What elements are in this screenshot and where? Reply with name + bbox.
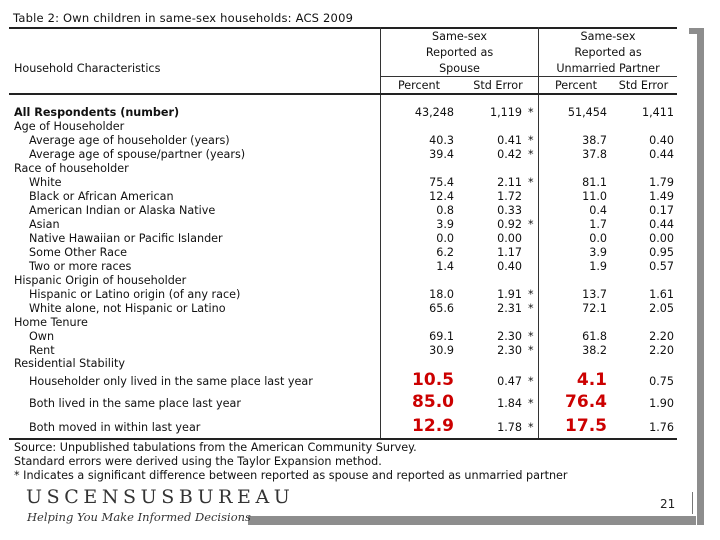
col-divider-2	[538, 27, 539, 438]
partner-percent: 4.1	[576, 370, 607, 390]
row-label: Residential Stability	[14, 357, 125, 370]
spouse-percent: 40.3	[429, 134, 454, 147]
footer-source: Source: Unpublished tabulations from the American Community Survey.	[14, 441, 417, 454]
spouse-percent: 43,248	[414, 106, 454, 119]
brand-tagline: Helping You Make Informed Decisions	[27, 510, 251, 524]
significance-marker: *	[528, 375, 534, 388]
partner-std-error: 0.40	[649, 134, 674, 147]
group1-line3: Spouse	[439, 62, 480, 75]
partner-std-error: 0.44	[649, 148, 674, 161]
header-top-rule	[9, 27, 677, 29]
spouse-std-error: 1.91	[497, 288, 522, 301]
spouse-std-error: 1.72	[497, 190, 522, 203]
significance-marker: *	[528, 148, 534, 161]
row-label: Some Other Race	[29, 246, 128, 259]
partner-percent: 17.5	[565, 416, 607, 436]
significance-marker: *	[528, 330, 534, 343]
percent-header-2: Percent	[554, 79, 598, 92]
row-label: Hispanic or Latino origin (of any race)	[29, 288, 241, 301]
partner-std-error: 2.20	[649, 344, 674, 357]
spouse-percent: 75.4	[429, 176, 454, 189]
partner-percent: 13.7	[582, 288, 607, 301]
row-label: Home Tenure	[14, 316, 88, 329]
significance-marker: *	[528, 302, 534, 315]
row-label: Both lived in the same place last year	[29, 397, 241, 410]
group2-line3: Unmarried Partner	[556, 62, 660, 75]
partner-percent: 72.1	[582, 302, 607, 315]
spouse-percent: 0.8	[436, 204, 454, 217]
spouse-std-error: 0.00	[497, 232, 522, 245]
page-number: 21	[660, 497, 676, 511]
spouse-std-error: 2.30	[497, 344, 522, 357]
spouse-std-error: 2.30	[497, 330, 522, 343]
row-label: Own	[29, 330, 55, 343]
partner-percent: 0.4	[589, 204, 607, 217]
row-label: Average age of householder (years)	[29, 134, 230, 147]
spouse-percent: 18.0	[429, 288, 454, 301]
spouse-percent: 0.0	[436, 232, 454, 245]
row-label: Average age of spouse/partner (years)	[29, 148, 246, 161]
spouse-percent: 30.9	[429, 344, 454, 357]
partner-std-error: 1.79	[649, 176, 674, 189]
significance-marker: *	[528, 218, 534, 231]
spouse-percent: 39.4	[429, 148, 454, 161]
group1-line2: Reported as	[425, 46, 494, 59]
stderr-header-2: Std Error	[618, 79, 669, 92]
row-label: White	[29, 176, 62, 189]
partner-std-error: 2.05	[649, 302, 674, 315]
partner-std-error: 2.20	[649, 330, 674, 343]
group2-line1: Same-sex	[580, 30, 636, 43]
significance-marker: *	[528, 421, 534, 434]
group1-line1: Same-sex	[432, 30, 487, 43]
partner-std-error: 0.44	[649, 218, 674, 231]
spouse-percent: 65.6	[429, 302, 454, 315]
row-label: All Respondents (number)	[14, 106, 180, 119]
row-label: Householder only lived in the same place last year	[29, 375, 313, 388]
spouse-std-error: 0.41	[497, 134, 522, 147]
spouse-percent: 3.9	[436, 218, 454, 231]
spouse-std-error: 1.78	[497, 421, 522, 434]
row-label: Race of householder	[14, 162, 129, 175]
partner-percent: 3.9	[589, 246, 607, 259]
partner-percent: 37.8	[582, 148, 607, 161]
significance-marker: *	[528, 176, 534, 189]
household-characteristics-header: Household Characteristics	[14, 62, 161, 75]
partner-percent: 11.0	[582, 190, 607, 203]
spouse-std-error: 0.40	[497, 260, 522, 273]
bottom-decorative-bar	[248, 516, 696, 525]
right-decorative-bar	[697, 28, 704, 525]
spouse-std-error: 1.17	[497, 246, 522, 259]
partner-std-error: 0.95	[649, 246, 674, 259]
row-label: Rent	[29, 344, 55, 357]
significance-marker: *	[528, 288, 534, 301]
partner-percent: 61.8	[582, 330, 607, 343]
table-title: Table 2: Own children in same-sex households: ACS 2009	[13, 11, 354, 25]
footer-method: Standard errors were derived using the Taylor Expansion method.	[14, 455, 382, 468]
footer-significance: * Indicates a significant difference between reported as spouse and reported as unmarried partner	[14, 469, 568, 482]
partner-std-error: 1,411	[641, 106, 674, 119]
partner-std-error: 1.61	[649, 288, 674, 301]
partner-std-error: 0.57	[649, 260, 674, 273]
spouse-percent: 12.9	[412, 416, 454, 436]
significance-marker: *	[528, 134, 534, 147]
partner-std-error: 0.75	[649, 375, 674, 388]
spouse-std-error: 2.11	[497, 176, 522, 189]
spouse-percent: 1.4	[436, 260, 454, 273]
row-label: Both moved in within last year	[29, 421, 201, 434]
spouse-percent: 10.5	[412, 370, 454, 390]
census-bureau-logo: USCENSUSBUREAU	[26, 486, 295, 508]
spouse-std-error: 1,119	[489, 106, 522, 119]
group2-line2: Reported as	[574, 46, 642, 59]
significance-marker: *	[528, 344, 534, 357]
significance-marker: *	[528, 397, 534, 410]
partner-std-error: 0.17	[649, 204, 674, 217]
spouse-std-error: 0.33	[497, 204, 522, 217]
partner-percent: 1.9	[589, 260, 607, 273]
partner-percent: 1.7	[589, 218, 607, 231]
percent-header-1: Percent	[397, 79, 441, 92]
partner-std-error: 0.00	[649, 232, 674, 245]
row-label: Age of Householder	[14, 120, 125, 133]
partner-percent: 51,454	[567, 106, 607, 119]
stderr-header-1: Std Error	[473, 79, 523, 92]
row-label: American Indian or Alaska Native	[29, 204, 216, 217]
spouse-std-error: 2.31	[497, 302, 522, 315]
partner-percent: 38.2	[582, 344, 607, 357]
partner-percent: 38.7	[582, 134, 607, 147]
partner-std-error: 1.49	[649, 190, 674, 203]
spouse-std-error: 1.84	[497, 397, 522, 410]
partner-std-error: 1.90	[649, 397, 674, 410]
row-label: Black or African American	[29, 190, 174, 203]
row-label: Asian	[29, 218, 60, 231]
subheader-rule	[380, 76, 677, 77]
row-label: White alone, not Hispanic or Latino	[29, 302, 226, 315]
partner-percent: 76.4	[565, 392, 607, 412]
header-bottom-rule	[9, 93, 677, 95]
table-bottom-rule	[9, 438, 677, 440]
spouse-percent: 69.1	[429, 330, 454, 343]
partner-percent: 81.1	[582, 176, 607, 189]
spouse-percent: 6.2	[436, 246, 454, 259]
right-decorative-bar-top	[689, 28, 704, 34]
row-label: Native Hawaiian or Pacific Islander	[29, 232, 223, 245]
row-label: Two or more races	[29, 260, 132, 273]
partner-percent: 0.0	[589, 232, 607, 245]
spouse-percent: 12.4	[429, 190, 454, 203]
spouse-std-error: 0.47	[497, 375, 522, 388]
partner-std-error: 1.76	[649, 421, 674, 434]
col-divider-1	[380, 27, 381, 438]
row-label: Hispanic Origin of householder	[14, 274, 187, 287]
spouse-percent: 85.0	[412, 392, 454, 412]
significance-marker: *	[528, 106, 534, 119]
spouse-std-error: 0.42	[497, 148, 522, 161]
spouse-std-error: 0.92	[497, 218, 522, 231]
